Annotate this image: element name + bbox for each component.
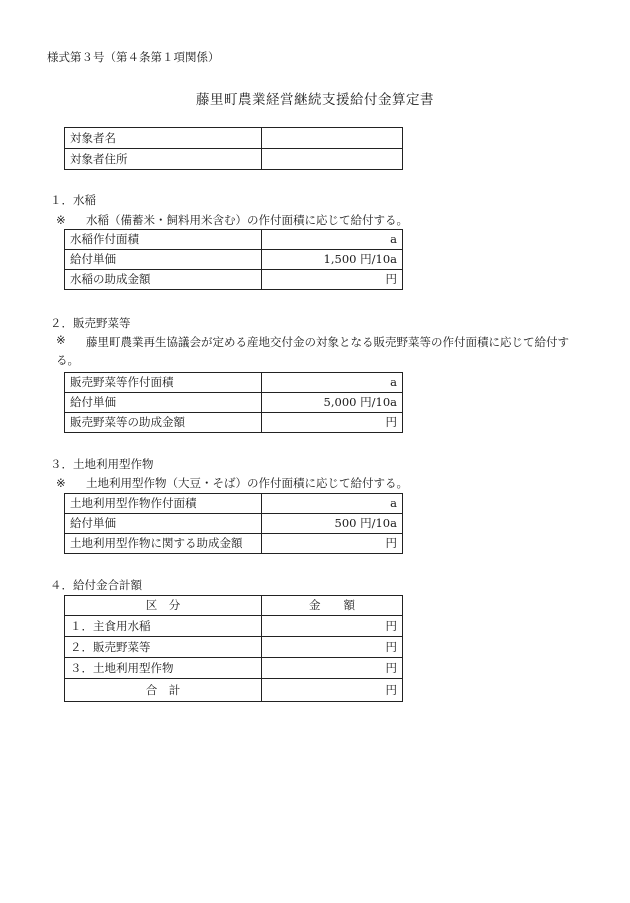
- vegetables-unit-price-value: 5,000 円/10a: [262, 393, 403, 413]
- table-row: [65, 637, 403, 658]
- rice-subsidy-value[interactable]: 円: [262, 270, 403, 290]
- note-mark: ※: [56, 213, 66, 227]
- section-heading-vegetables: ２．販売野菜等: [50, 316, 131, 330]
- vegetables-area-value[interactable]: a: [262, 373, 403, 393]
- table-row: [65, 494, 403, 514]
- form-number: 様式第３号（第４条第１項関係）: [47, 50, 220, 64]
- total-table: [64, 595, 403, 702]
- applicant-name-value[interactable]: [262, 128, 403, 149]
- section-note-rice: [56, 213, 586, 227]
- vegetables-area-label: 販売野菜等作付面積: [65, 373, 262, 393]
- land-crops-subsidy-label: 土地利用型作物に関する助成金額: [65, 534, 262, 554]
- note-mark: ※: [56, 476, 66, 490]
- table-row: [65, 616, 403, 637]
- section-heading-rice: １．水稲: [50, 193, 96, 207]
- rice-unit-price-value: 1,500 円/10a: [262, 250, 403, 270]
- vegetables-subsidy-label: 販売野菜等の助成金額: [65, 413, 262, 433]
- table-row: [65, 373, 403, 393]
- applicant-address-label: 対象者住所: [65, 149, 262, 170]
- note-text: 藤里町農業再生協議会が定める産地交付金の対象となる販売野菜等の作付面積に応じて給付する。: [56, 335, 569, 368]
- total-rice-label: １．主食用水稲: [65, 616, 262, 637]
- table-row: [65, 514, 403, 534]
- land-crops-unit-price-label: 給付単価: [65, 514, 262, 534]
- total-sum-label: 合 計: [65, 679, 262, 702]
- land-crops-subsidy-value[interactable]: 円: [262, 534, 403, 554]
- land-crops-table: [64, 493, 403, 554]
- applicant-address-value[interactable]: [262, 149, 403, 170]
- column-header-category: 区 分: [65, 596, 262, 616]
- total-rice-value[interactable]: 円: [262, 616, 403, 637]
- rice-table: [64, 229, 403, 290]
- table-row: [65, 230, 403, 250]
- document-title: 藤里町農業経営継続支援給付金算定書: [196, 92, 434, 108]
- total-land-crops-value[interactable]: 円: [262, 658, 403, 679]
- section-heading-land-crops: ３．土地利用型作物: [50, 457, 154, 471]
- table-row: [65, 393, 403, 413]
- note-text: 土地利用型作物（大豆・そば）の作付面積に応じて給付する。: [86, 476, 408, 490]
- table-row: [65, 679, 403, 702]
- table-header-row: [65, 596, 403, 616]
- applicant-name-label: 対象者名: [65, 128, 262, 149]
- land-crops-area-value[interactable]: a: [262, 494, 403, 514]
- column-header-amount: 金 額: [262, 596, 403, 616]
- land-crops-area-label: 土地利用型作物作付面積: [65, 494, 262, 514]
- total-sum-value[interactable]: 円: [262, 679, 403, 702]
- rice-subsidy-label: 水稲の助成金額: [65, 270, 262, 290]
- vegetables-unit-price-label: 給付単価: [65, 393, 262, 413]
- table-row: [65, 149, 403, 170]
- rice-unit-price-label: 給付単価: [65, 250, 262, 270]
- total-vegetables-value[interactable]: 円: [262, 637, 403, 658]
- total-vegetables-label: ２．販売野菜等: [65, 637, 262, 658]
- total-land-crops-label: ３．土地利用型作物: [65, 658, 262, 679]
- section-heading-total: ４．給付金合計額: [50, 578, 142, 592]
- section-note-land-crops: [56, 476, 586, 490]
- land-crops-unit-price-value: 500 円/10a: [262, 514, 403, 534]
- table-row: [65, 413, 403, 433]
- table-row: [65, 250, 403, 270]
- table-row: [65, 270, 403, 290]
- table-row: [65, 658, 403, 679]
- table-row: [65, 128, 403, 149]
- section-note-vegetables: [56, 333, 586, 370]
- table-row: [65, 534, 403, 554]
- vegetables-subsidy-value[interactable]: 円: [262, 413, 403, 433]
- rice-area-value[interactable]: a: [262, 230, 403, 250]
- note-text: 水稲（備蓄米・飼料用米含む）の作付面積に応じて給付する。: [86, 213, 408, 227]
- applicant-table: [64, 127, 403, 170]
- rice-area-label: 水稲作付面積: [65, 230, 262, 250]
- vegetables-table: [64, 372, 403, 433]
- note-mark: ※: [56, 333, 66, 347]
